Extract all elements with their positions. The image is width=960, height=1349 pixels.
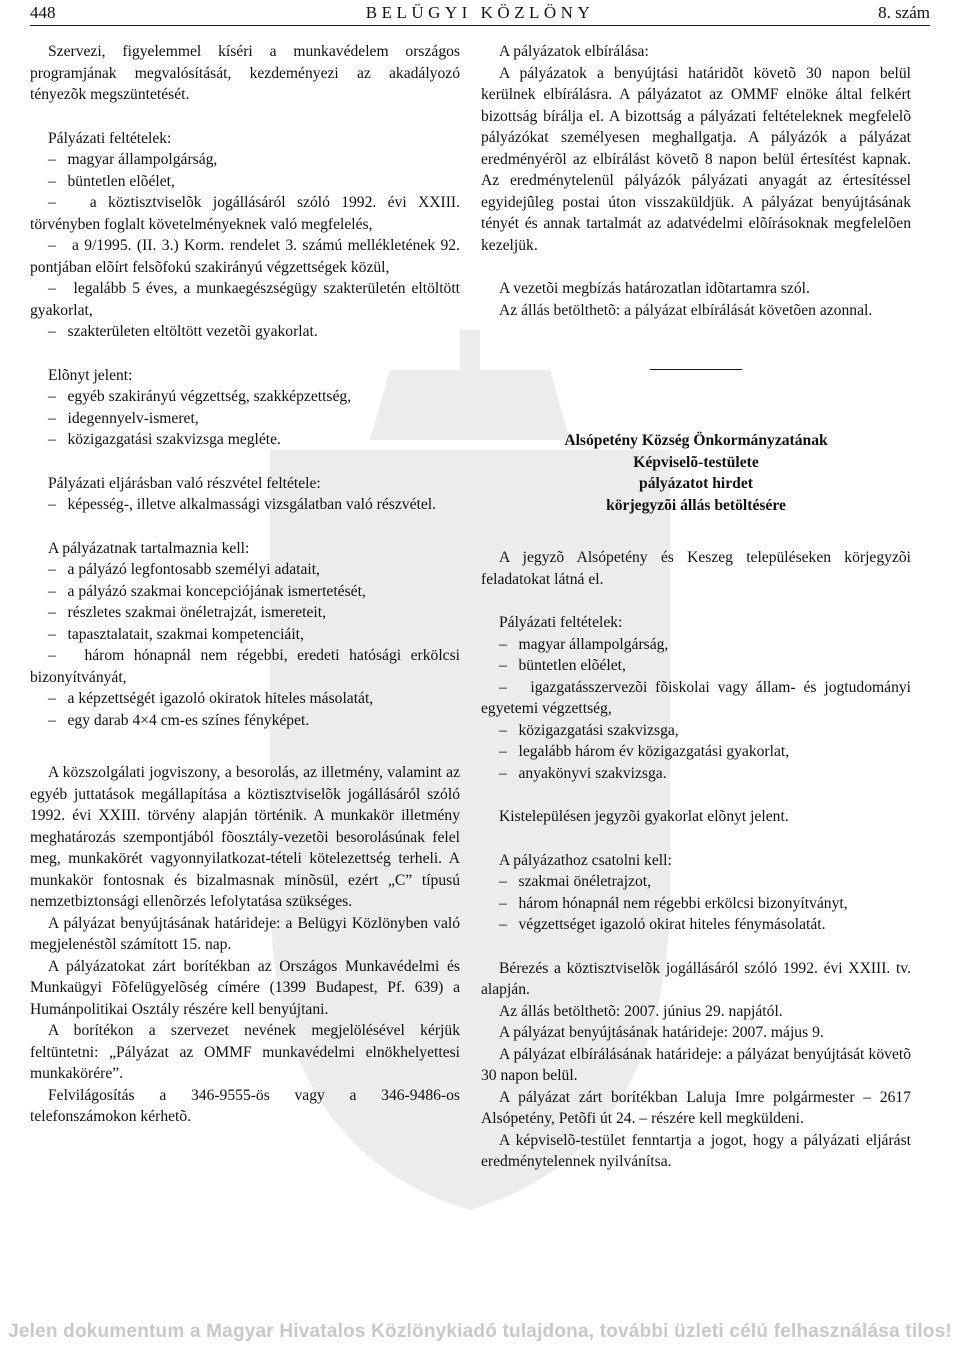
list-item: – magyar állampolgárság, xyxy=(30,149,460,171)
list-item: – anyakönyvi szakvizsga. xyxy=(481,763,911,785)
intro-paragraph: Szervezi, figyelemmel kíséri a munkavédelem országos programjának megvalósítását, kezdeményezi az akadályozó tényezõk megszüntetését. xyxy=(30,43,460,103)
issue-number: 8. szám xyxy=(878,3,930,22)
requirements-title: Pályázati feltételek: xyxy=(499,614,623,631)
list-item: – közigazgatási szakvizsga megléte. xyxy=(30,429,460,451)
advantage-paragraph: Kistelepülésen jegyzõi gyakorlat elõnyt jelent. xyxy=(499,808,789,825)
announcement-heading: pályázatot hirdet xyxy=(639,475,753,492)
salary-paragraph: Bérezés a köztisztviselõk jogállásáról szóló 1992. évi XXIII. tv. alapján. xyxy=(481,959,911,998)
list-item: – a képzettségét igazoló okiratok hiteles másolatát, xyxy=(30,688,460,710)
intro-paragraph: A jegyzõ Alsópetény és Keszeg településeken körjegyzõi feladatokat látná el. xyxy=(481,549,911,588)
header-divider xyxy=(30,25,930,26)
list-item: – a köztisztviselõk jogállásáról szóló 1992. évi XXIII. törvényben foglalt követelményeknek való megfelelés, xyxy=(30,192,460,235)
list-item: – szakmai önéletrajzot, xyxy=(481,871,911,893)
list-item: – közigazgatási szakvizsga, xyxy=(481,720,911,742)
salary-paragraph: A közszolgálati jogviszony, a besorolás, az illetmény, valamint az egyéb juttatások megállapítása a köztisztviselõk jogállásáról szóló 1992. évi XXIII. törvény alapján történik. A munkakör illetmény meghatározás szempontjából fõosztály-vezetõi besorolásúnak felel meg, munkakörét vagyonnyilatkozat-tételi kötelezettség terheli. A munkakör fontosnak és bizalmasnak minõsül, ezért „C” típusú nemzetbiztonsági ellenõrzés lefolytatása szükséges. xyxy=(30,764,460,910)
list-item: – egyéb szakirányú végzettség, szakképzettség, xyxy=(30,386,460,408)
list-item: – legalább 5 éves, a munkaegészségügy szakterületén eltöltött gyakorlat, xyxy=(30,278,460,321)
journal-title: BELÜGYI KÖZLÖNY xyxy=(365,3,595,22)
contact-paragraph: Felvilágosítás a 346-9555-ös vagy a 346-9486-os telefonszámokon kérhetõ. xyxy=(30,1086,460,1125)
right-column xyxy=(481,41,911,1173)
list-item: – végzettséget igazoló okirat hiteles fénymásolatát. xyxy=(481,914,911,936)
list-item: – tapasztalatait, szakmai kompetenciáit, xyxy=(30,624,460,646)
list-item: – idegennyelv-ismeret, xyxy=(30,408,460,430)
list-item: – igazgatásszervezõi fõiskolai vagy állam- és jogtudományi egyetemi végzettség, xyxy=(481,677,911,720)
list-item: – legalább három év közigazgatási gyakorlat, xyxy=(481,741,911,763)
page-header xyxy=(30,2,930,24)
list-item: – három hónapnál nem régebbi, eredeti hatósági erkölcsi bizonyítványát, xyxy=(30,645,460,688)
deadline-paragraph: A pályázat benyújtásának határideje: 2007. május 9. xyxy=(499,1024,824,1041)
left-column xyxy=(30,41,460,1128)
submission-paragraph: A pályázatokat zárt borítékban az Országos Munkavédelmi és Munkaügyi Fõfelügyelõség címére (1399 Budapest, Pf. 639) a Humánpolitikai Osztály részére kell benyújtani. xyxy=(30,957,460,1018)
list-item: – büntetlen elõélet, xyxy=(30,171,460,193)
list-item: – a pályázó szakmai koncepciójának ismertetését, xyxy=(30,581,460,603)
evaluation-title: A pályázatok elbírálása: xyxy=(499,43,649,60)
advantages-title: Elõnyt jelent: xyxy=(48,366,133,384)
start-date-paragraph: Az állás betölthetõ: 2007. június 29. napjától. xyxy=(499,1002,783,1020)
list-item: – a 9/1995. (II. 3.) Korm. rendelet 3. számú mellékletének 92. pontjában elõírt felsõfokú szakirányú végzettségek közül, xyxy=(30,235,460,278)
list-item: – a pályázó legfontosabb személyi adatait, xyxy=(30,559,460,581)
procedure-title: Pályázati eljárásban való részvétel feltétele: xyxy=(48,474,321,492)
attachments-title: A pályázathoz csatolni kell: xyxy=(499,851,672,869)
page-number: 448 xyxy=(30,3,56,22)
announcement-heading: körjegyzõi állás betöltésére xyxy=(606,496,786,514)
requirements-title: Pályázati feltételek: xyxy=(48,129,172,147)
evaluation-text: A pályázatok a benyújtási határidõt követõ 30 napon belül kerülnek elbírálásra. A pályázatot az OMMF elnöke által felkért bizottság bírálja el. A bizottság a pályázati feltételeknek megfelelõ pályázókat személyesen meghallgatja. A pályázók a pályázat eredményérõl az elbírálást követõ 8 napon belül értesítést kapnak. Az eredménytelenül pályázók pályázati anyagát az értesítéssel egyidejûleg postai úton visszaküldjük. A pályázat benyújtásának tényét és annak tartalmát az adatvédelmi elõírásoknak megfelelõen kezeljük. xyxy=(481,64,911,254)
evaluation-deadline-paragraph: A pályázat elbírálásának határideje: a pályázat benyújtását követõ 30 napon belül. xyxy=(481,1045,911,1084)
deadline-paragraph: A pályázat benyújtásának határideje: a Belügyi Közlönyben való megjelenéstõl számított 15. nap. xyxy=(30,914,460,953)
list-item: – magyar állampolgárság, xyxy=(481,634,911,656)
list-item: – képesség-, illetve alkalmassági vizsgálatban való részvétel. xyxy=(30,494,460,516)
list-item: – szakterületen eltöltött vezetõi gyakorlat. xyxy=(30,321,460,343)
list-item: – büntetlen elõélet, xyxy=(481,655,911,677)
list-item: – részletes szakmai önéletrajzát, ismereteit, xyxy=(30,602,460,624)
announcement-heading: Alsópetény Község Önkormányzatának xyxy=(564,432,828,449)
list-item: – egy darab 4×4 cm-es színes fényképet. xyxy=(30,710,460,732)
announcement-heading: Képviselõ-testülete xyxy=(633,453,759,471)
list-item: – három hónapnál nem régebbi erkölcsi bizonyítványt, xyxy=(481,893,911,915)
submission-paragraph: A pályázat zárt borítékban Laluja Imre polgármester – 2617 Alsópetény, Petõfi út 24. – részére kell megküldeni. xyxy=(481,1088,911,1127)
term-paragraph: A vezetõi megbízás határozatlan idõtartamra szól. xyxy=(499,280,810,297)
contents-title: A pályázatnak tartalmaznia kell: xyxy=(48,539,250,557)
envelope-paragraph: A borítékon a szervezet nevének megjelölésével kérjük feltüntetni: „Pályázat az OMMF munkavédelmi elnökhelyettesi munkakörére”. xyxy=(30,1022,460,1082)
copyright-watermark: Jelen dokumentum a Magyar Hivatalos Közlönykiadó tulajdona, további üzleti célú felhasználása tilos! xyxy=(8,1321,952,1342)
start-paragraph: Az állás betölthetõ: a pályázat elbírálását követõen azonnal. xyxy=(499,301,873,319)
reservation-paragraph: A képviselõ-testület fenntartja a jogot, hogy a pályázati eljárást eredménytelennek nyilvánítsa. xyxy=(481,1131,911,1170)
